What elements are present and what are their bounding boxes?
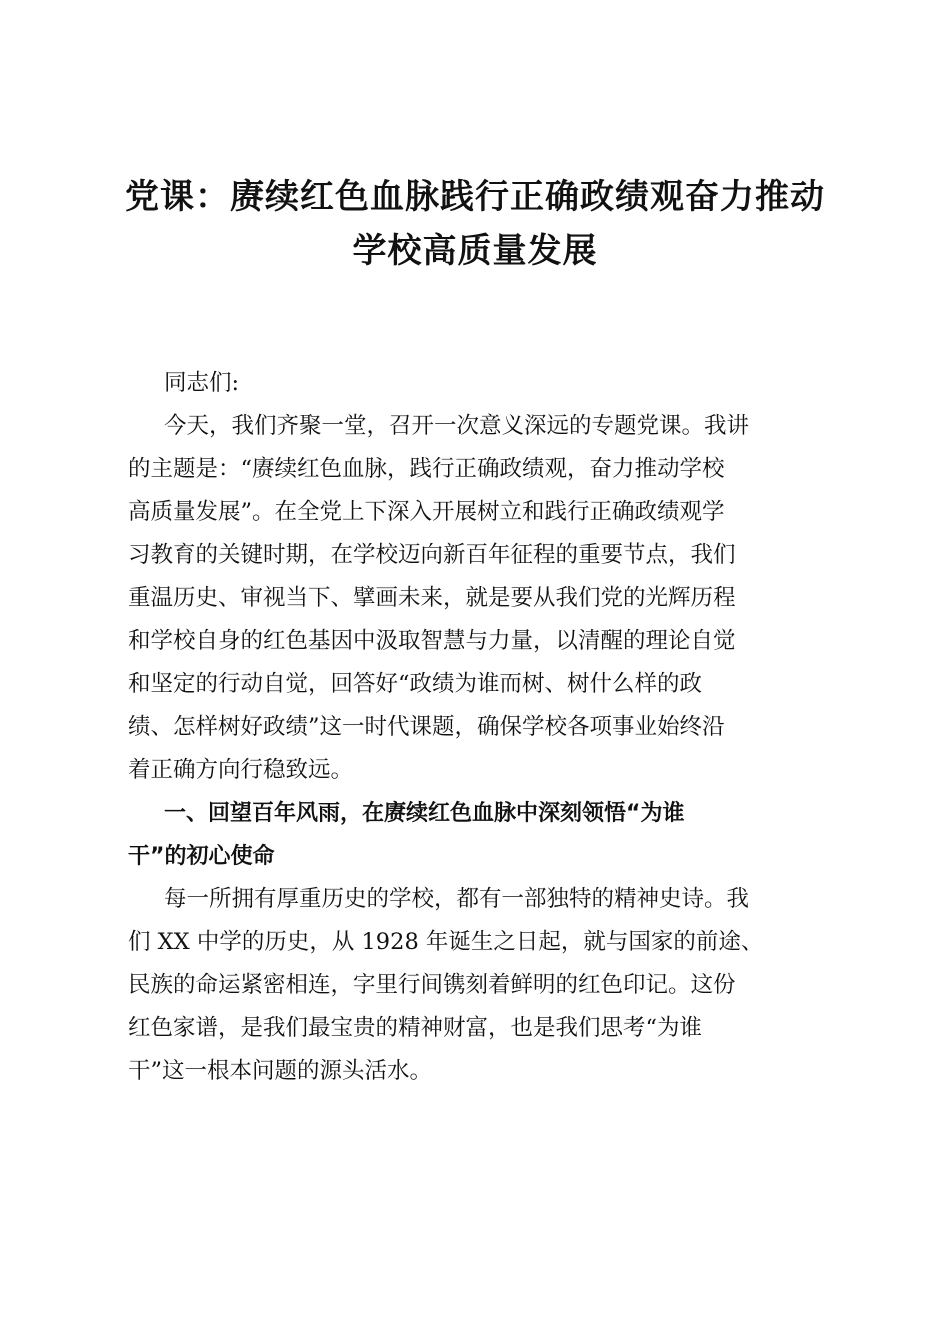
paragraph-line: 高质量发展”。在全党上下深入开展树立和践行正确政绩观学	[128, 499, 725, 525]
paragraph-line: 红色家谱，是我们最宝贵的精神财富，也是我们思考“为谁	[128, 1015, 703, 1041]
heading-line: 一、回望百年风雨，在赓续红色血脉中深刻领悟“为谁	[164, 801, 685, 826]
paragraph-line: 今天，我们齐聚一堂，召开一次意义深远的专题党课。我讲	[164, 413, 750, 439]
salutation: 同志们:	[164, 370, 240, 396]
title-line: 学校高质量发展	[352, 231, 598, 271]
paragraph-line: 着正确方向行稳致远。	[128, 757, 354, 783]
paragraph-line: 习教育的关键时期，在学校迈向新百年征程的重要节点，我们	[128, 542, 736, 568]
title-line: 党课：赓续红色血脉践行正确政绩观奋力推动	[125, 177, 825, 217]
paragraph-line: 民族的命运紧密相连，字里行间镌刻着鲜明的红色印记。这份	[128, 972, 736, 998]
paragraph-line: 和坚定的行动自觉，回答好“政绩为谁而树、树什么样的政	[128, 671, 703, 697]
paragraph-line: 们 XX 中学的历史，从 1928 年诞生之日起，就与国家的前途、	[128, 929, 764, 955]
heading-line: 干”的初心使命	[128, 844, 275, 869]
paragraph-intro	[128, 405, 828, 792]
document-title	[110, 170, 840, 278]
paragraph-history	[128, 878, 828, 1093]
document-body	[128, 362, 828, 1093]
paragraph-line: 干”这一根本问题的源头活水。	[128, 1058, 433, 1084]
paragraph-line: 每一所拥有厚重历史的学校，都有一部独特的精神史诗。我	[164, 886, 750, 912]
paragraph-line: 和学校自身的红色基因中汲取智慧与力量，以清醒的理论自觉	[128, 628, 736, 654]
paragraph-line: 的主题是：“赓续红色血脉，践行正确政绩观，奋力推动学校	[128, 456, 725, 482]
paragraph-line: 重温历史、审视当下、擘画未来，就是要从我们党的光辉历程	[128, 585, 736, 611]
section-heading-1	[128, 792, 828, 878]
paragraph-line: 绩、怎样树好政绩”这一时代课题，确保学校各项事业始终沿	[128, 714, 725, 740]
